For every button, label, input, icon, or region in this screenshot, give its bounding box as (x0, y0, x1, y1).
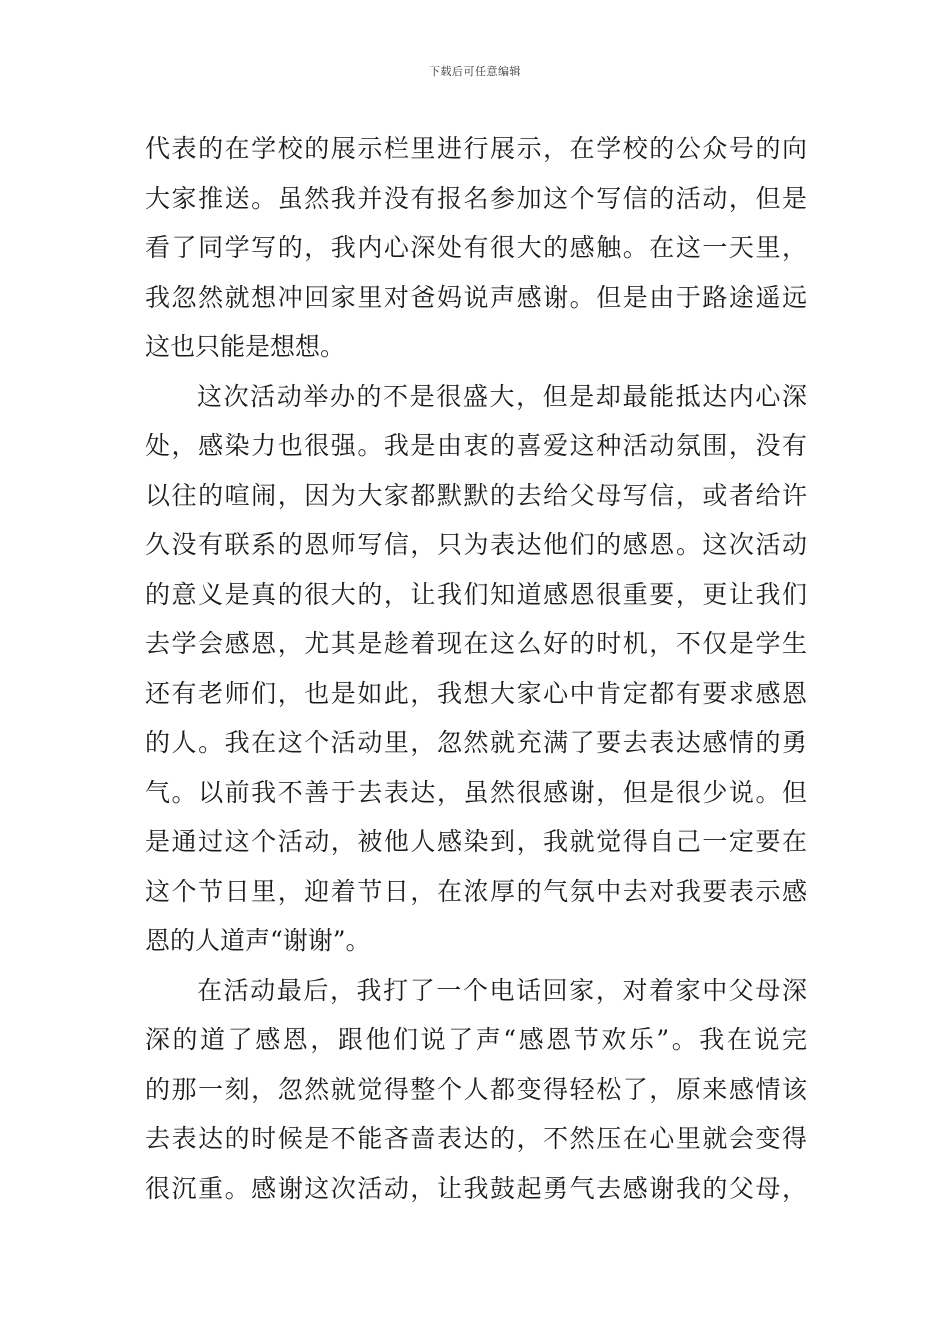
page-header: 下载后可任意编辑 (429, 65, 521, 78)
paragraph-first-line: 在活动最后，我打了一个电话回家，对着家中父母深 (197, 975, 807, 1005)
text-line: 久没有联系的恩师写信，只为表达他们的感恩。这次活动 (145, 530, 807, 559)
text-line: 大家推送。虽然我并没有报名参加这个写信的活动，但是 (145, 183, 807, 213)
text-line: 还有老师们，也是如此，我想大家心中肯定都有要求感恩 (145, 678, 807, 708)
document-body (145, 124, 807, 1213)
text-line: 很沉重。感谢这次活动，让我鼓起勇气去感谢我的父母， (145, 1173, 807, 1203)
text-line: 这也只能是想想。 (145, 332, 346, 361)
text-line: 深的道了感恩，跟他们说了声“感恩节欢乐”。我在说完 (145, 1025, 807, 1054)
text-line: 我忽然就想冲回家里对爸妈说声感谢。但是由于路途遥远 (145, 282, 807, 312)
text-line: 去表达的时候是不能吝啬表达的，不然压在心里就会变得 (145, 1124, 807, 1153)
text-line: 气。以前我不善于去表达，虽然很感谢，但是很少说。但 (145, 777, 807, 807)
text-line: 代表的在学校的展示栏里进行展示，在学校的公众号的向 (145, 134, 807, 163)
text-line: 恩的人道声“谢谢”。 (145, 926, 371, 955)
text-line: 处，感染力也很强。我是由衷的喜爱这种活动氛围，没有 (145, 431, 807, 460)
text-line: 是通过这个活动，被他人感染到，我就觉得自己一定要在 (145, 827, 807, 856)
text-line: 以往的喧闹，因为大家都默默的去给父母写信，或者给许 (145, 480, 807, 510)
text-line: 看了同学写的，我内心深处有很大的感触。在这一天里， (145, 233, 807, 262)
paragraph-first-line: 这次活动举办的不是很盛大，但是却最能抵达内心深 (197, 381, 807, 411)
text-line: 这个节日里，迎着节日，在浓厚的气氛中去对我要表示感 (145, 876, 807, 906)
text-line: 去学会感恩，尤其是趁着现在这么好的时机，不仅是学生 (145, 629, 807, 658)
text-line: 的意义是真的很大的，让我们知道感恩很重要，更让我们 (145, 579, 807, 609)
text-line: 的那一刻，忽然就觉得整个人都变得轻松了，原来感情该 (145, 1074, 807, 1104)
text-line: 的人。我在这个活动里，忽然就充满了要去表达感情的勇 (145, 728, 807, 757)
